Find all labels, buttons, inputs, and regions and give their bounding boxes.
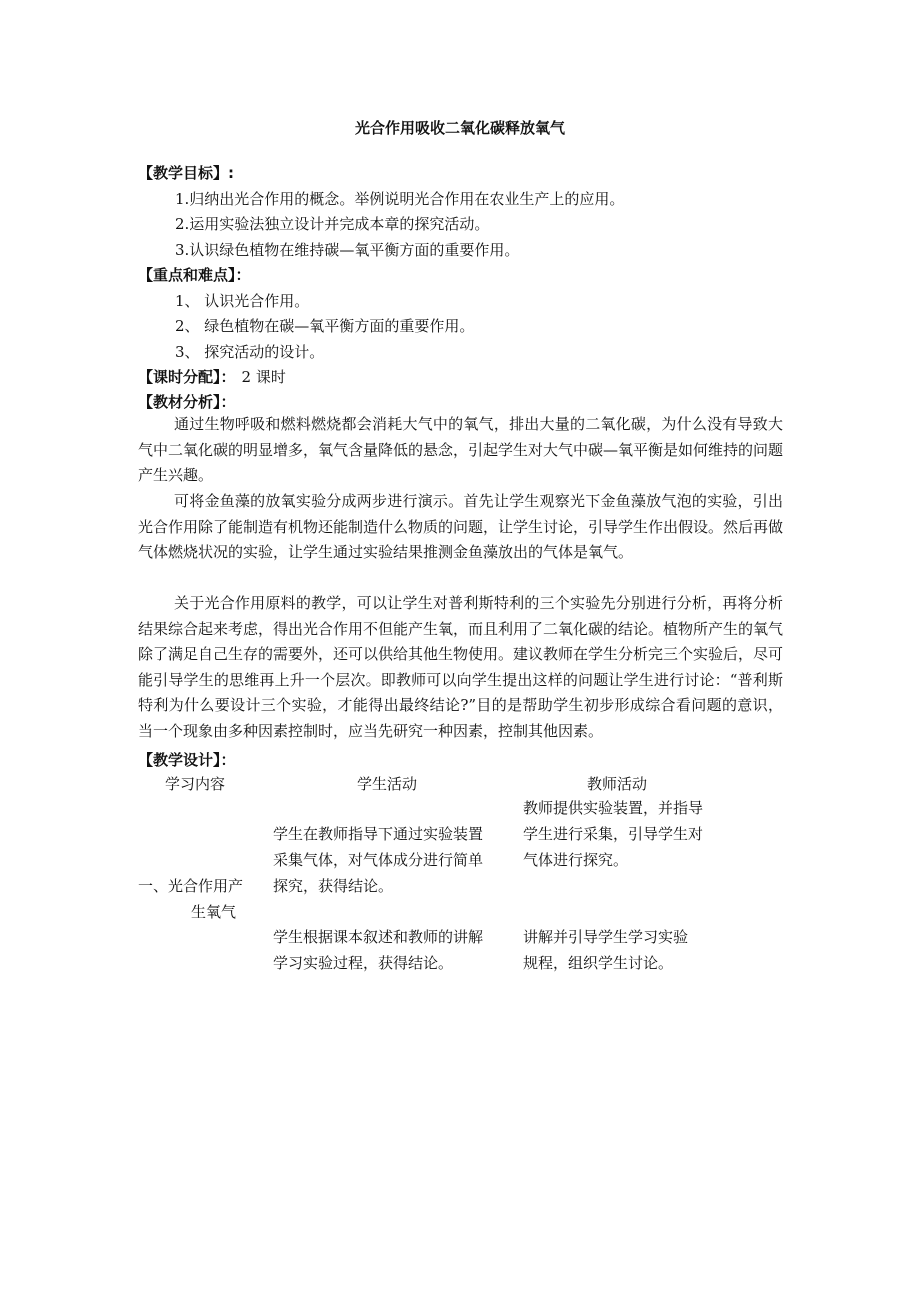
column-header-student: 学生活动 xyxy=(357,775,418,793)
column-header-content: 学习内容 xyxy=(165,775,226,793)
objectives-heading: 【教学目标】: xyxy=(138,164,234,182)
student-activity-cell xyxy=(273,924,483,976)
teacher-activity-cell xyxy=(523,924,688,976)
cell-line: 教师提供实验装置，并指导 xyxy=(523,799,704,817)
learning-content-cell xyxy=(138,873,243,925)
cell-line: 学习实验过程，获得结论。 xyxy=(273,954,454,972)
student-activity-cell xyxy=(273,821,483,899)
analysis-paragraph: 可将金鱼藻的放氧实验分成两步进行演示。首先让学生观察光下金鱼藻放气泡的实验，引出光合作用除了能制造有机物还能制造什么物质的问题，让学生讨论，引导学生作出假设。然后再做气体燃烧状况的实验，让学生通过实验结果推测金鱼藻放出的气体是氧气。 xyxy=(138,492,784,561)
design-heading: 【教学设计】： xyxy=(138,751,236,769)
cell-line: 一、光合作用产 xyxy=(138,877,244,895)
document-title: 光合作用吸收二氧化碳释放氧气 xyxy=(354,119,565,137)
analysis-paragraph: 通过生物呼吸和燃料燃烧都会消耗大气中的氧气，排出大量的二氧化碳，为什么没有导致大气中二氧化碳的明显增多，氧气含量降低的悬念，引起学生对大气中碳—氧平衡是如何维持的问题产生兴趣。 xyxy=(138,415,784,484)
cell-line: 学生进行采集，引导学生对 xyxy=(523,825,704,843)
hours-heading xyxy=(138,366,286,387)
cell-line: 生氧气 xyxy=(191,903,237,921)
hours-label: 【课时分配】： xyxy=(138,368,236,386)
column-header-teacher: 教师活动 xyxy=(587,775,648,793)
keypoint-item: 1、 认识光合作用。 xyxy=(175,292,310,310)
keypoint-item: 3、 探究活动的设计。 xyxy=(175,343,325,361)
cell-line: 学生根据课本叙述和教师的讲解 xyxy=(273,928,484,946)
cell-line: 讲解并引导学生学习实验 xyxy=(523,928,689,946)
analysis-paragraph: 关于光合作用原料的教学，可以让学生对普利斯特利的三个实验先分别进行分析，再将分析结果综合起来考虑，得出光合作用不但能产生氧，而且利用了二氧化碳的结论。植物所产生的氧气除了满足自己生存的需要外，还可以供给其他生物使用。建议教师在学生分析完三个实验后，尽可能引导学生的思维再上升一个层次。即教师可以向学生提出这样的问题让学生进行讨论：“普利斯特利为什么要设计三个实验，才能得出最终结论?”目的是帮助学生初步形成综合看问题的意识，当一个现象由多种因素控制时，应当先研究一种因素，控制其他因素。 xyxy=(138,594,784,740)
analysis-heading: 【教材分析】： xyxy=(138,393,236,411)
cell-line: 规程，组织学生讨论。 xyxy=(523,954,674,972)
keypoint-item: 2、 绿色植物在碳—氧平衡方面的重要作用。 xyxy=(175,317,475,335)
cell-line: 气体进行探究。 xyxy=(523,851,629,869)
cell-line: 学生在教师指导下通过实验装置 xyxy=(273,825,484,843)
objective-item: 3.认识绿色植物在维持碳—氧平衡方面的重要作用。 xyxy=(175,241,520,259)
objective-item: 2.运用实验法独立设计并完成本章的探究活动。 xyxy=(175,215,490,233)
cell-line: 采集气体，对气体成分进行简单 xyxy=(273,851,484,869)
keypoints-heading: 【重点和难点】： xyxy=(138,266,251,284)
teacher-activity-cell xyxy=(523,795,703,873)
hours-value: 2 课时 xyxy=(241,368,286,386)
cell-line: 探究，获得结论。 xyxy=(273,877,394,895)
objective-item: 1.归纳出光合作用的概念。举例说明光合作用在农业生产上的应用。 xyxy=(175,190,625,208)
